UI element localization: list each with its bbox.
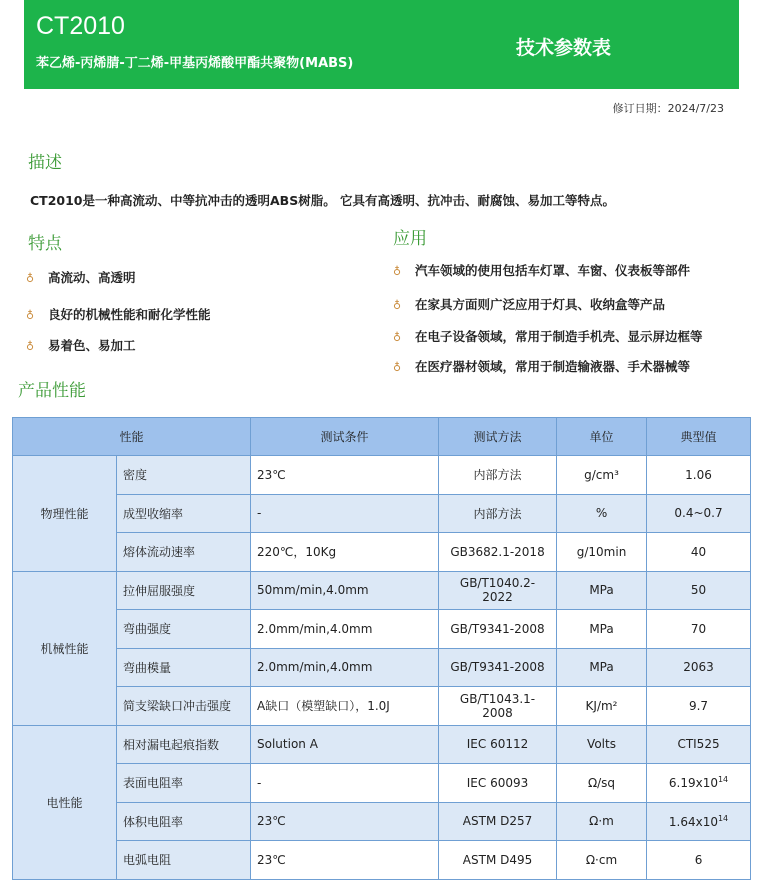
table-header-row [13, 418, 751, 456]
cell-condition: 2.0mm/min,4.0mm [251, 610, 439, 649]
table-row [13, 725, 751, 764]
group-physical: 物理性能 [13, 456, 117, 572]
cell-unit: MPa [557, 648, 647, 687]
header-method: 测试方法 [439, 418, 557, 456]
list-item: ♁ 汽车领域的使用包括车灯罩、车窗、仪表板等部件 [393, 263, 691, 278]
list-item: ♁ 高流动、高透明 [26, 270, 136, 285]
cell-unit: Ω·m [557, 802, 647, 841]
table-row [13, 802, 751, 841]
cell-unit: % [557, 494, 647, 533]
bullet-icon: ♁ [393, 299, 402, 312]
table-row [13, 841, 751, 880]
cell-condition: 220℃，10Kg [251, 533, 439, 572]
group-electrical: 电性能 [13, 725, 117, 879]
table-row [13, 648, 751, 687]
cell-value: 40 [647, 533, 751, 572]
cell-unit: Ω/sq [557, 764, 647, 803]
cell-unit: MPa [557, 571, 647, 610]
bullet-icon: ♁ [393, 361, 402, 374]
cell-method: 内部方法 [439, 494, 557, 533]
cell-value: 50 [647, 571, 751, 610]
cell-condition: A缺口（模塑缺口），1.0J [251, 687, 439, 726]
cell-method: IEC 60112 [439, 725, 557, 764]
table-row [13, 764, 751, 803]
cell-property: 熔体流动速率 [117, 533, 251, 572]
group-mechanical: 机械性能 [13, 571, 117, 725]
header-unit: 单位 [557, 418, 647, 456]
list-item: ♁ 在电子设备领域，常用于制造手机壳、显示屏边框等 [393, 329, 703, 344]
cell-property: 电弧电阻 [117, 841, 251, 880]
revision-date: 修订日期：2024/7/23 [612, 102, 724, 115]
cell-method: 内部方法 [439, 456, 557, 495]
cell-value: 2063 [647, 648, 751, 687]
cell-unit: KJ/m² [557, 687, 647, 726]
cell-property: 表面电阻率 [117, 764, 251, 803]
cell-value: 6 [647, 841, 751, 880]
features-title: 特点 [28, 234, 62, 254]
cell-property: 成型收缩率 [117, 494, 251, 533]
cell-property: 弯曲强度 [117, 610, 251, 649]
cell-unit: g/cm³ [557, 456, 647, 495]
table-row [13, 687, 751, 726]
cell-condition: 23℃ [251, 456, 439, 495]
cell-property: 相对漏电起痕指数 [117, 725, 251, 764]
cell-unit: g/10min [557, 533, 647, 572]
cell-property: 拉伸屈服强度 [117, 571, 251, 610]
performance-title: 产品性能 [18, 381, 86, 401]
cell-value: 70 [647, 610, 751, 649]
cell-property: 简支梁缺口冲击强度 [117, 687, 251, 726]
cell-value: 1.06 [647, 456, 751, 495]
cell-value: CTI525 [647, 725, 751, 764]
table-row [13, 533, 751, 572]
cell-condition: - [251, 494, 439, 533]
table-row [13, 494, 751, 533]
list-item: ♁ 在医疗器材领域，常用于制造输液器、手术器械等 [393, 359, 691, 374]
cell-unit: MPa [557, 610, 647, 649]
list-item: ♁ 在家具方面则广泛应用于灯具、收纳盒等产品 [393, 297, 666, 312]
cell-value: $6.19x10^{14}$ [647, 764, 751, 803]
applications-title: 应用 [393, 229, 427, 249]
bullet-icon: ♁ [26, 309, 35, 322]
cell-condition: 23℃ [251, 841, 439, 880]
cell-property: 体积电阻率 [117, 802, 251, 841]
table-row [13, 456, 751, 495]
description-title: 描述 [28, 153, 62, 173]
cell-value: 9.7 [647, 687, 751, 726]
bullet-icon: ♁ [393, 265, 402, 278]
cell-method: IEC 60093 [439, 764, 557, 803]
list-item: ♁ 良好的机械性能和耐化学性能 [26, 307, 211, 322]
cell-condition: 23℃ [251, 802, 439, 841]
table-row [13, 610, 751, 649]
cell-condition: 50mm/min,4.0mm [251, 571, 439, 610]
table-row [13, 571, 751, 610]
cell-method: ASTM D257 [439, 802, 557, 841]
product-name: 苯乙烯-丙烯腈-丁二烯-甲基丙烯酸甲酯共聚物(MABS) [36, 56, 354, 71]
description-text: CT2010是一种高流动、中等抗冲击的透明ABS树脂。 它具有高透明、抗冲击、耐腐蚀、易加工等特点。 [30, 193, 616, 208]
header-condition: 测试条件 [251, 418, 439, 456]
product-code: CT2010 [36, 12, 125, 40]
cell-method: ASTM D495 [439, 841, 557, 880]
cell-method: GB/T1040.2-2022 [439, 571, 557, 610]
document-title: 技术参数表 [516, 37, 612, 59]
header-banner [24, 0, 739, 89]
cell-value: $1.64x10^{14}$ [647, 802, 751, 841]
list-item: ♁ 易着色、易加工 [26, 338, 136, 353]
bullet-icon: ♁ [26, 272, 35, 285]
cell-unit: Volts [557, 725, 647, 764]
bullet-icon: ♁ [393, 331, 402, 344]
cell-condition: Solution A [251, 725, 439, 764]
performance-table [12, 417, 751, 880]
cell-condition: - [251, 764, 439, 803]
cell-condition: 2.0mm/min,4.0mm [251, 648, 439, 687]
cell-method: GB/T1043.1-2008 [439, 687, 557, 726]
cell-method: GB/T9341-2008 [439, 610, 557, 649]
cell-method: GB/T9341-2008 [439, 648, 557, 687]
cell-property: 密度 [117, 456, 251, 495]
cell-unit: Ω·cm [557, 841, 647, 880]
cell-value: 0.4~0.7 [647, 494, 751, 533]
header-property: 性能 [13, 418, 251, 456]
header-value: 典型值 [647, 418, 751, 456]
bullet-icon: ♁ [26, 340, 35, 353]
cell-property: 弯曲模量 [117, 648, 251, 687]
cell-method: GB3682.1-2018 [439, 533, 557, 572]
